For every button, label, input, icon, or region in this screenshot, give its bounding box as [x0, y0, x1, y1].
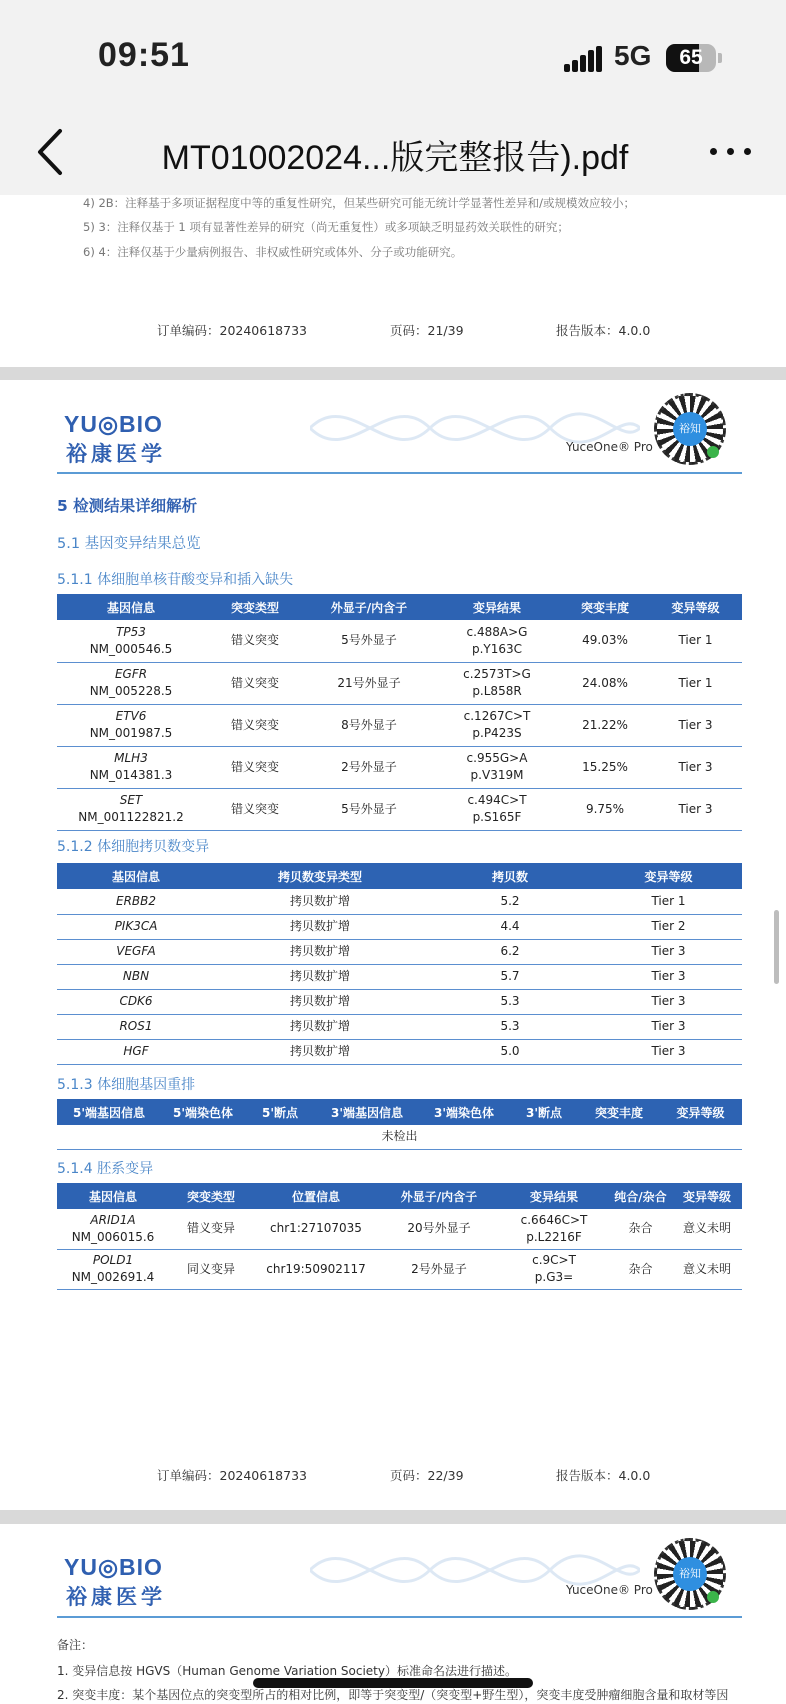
table-row — [57, 1209, 742, 1249]
variant-cell — [433, 704, 561, 746]
protein-change: p.G3= — [534, 1270, 574, 1284]
exon: 2号外显子 — [305, 746, 433, 788]
tier: Tier 3 — [595, 989, 742, 1014]
battery-level: 65 — [679, 46, 703, 69]
gene-cell — [57, 662, 205, 704]
battery-tip — [718, 53, 722, 63]
cdna-change: c.2573T>G — [463, 667, 531, 681]
header-divider — [57, 472, 742, 474]
tier: 意义未明 — [672, 1209, 742, 1249]
table-row — [57, 1249, 742, 1289]
more-options-icon[interactable] — [706, 136, 756, 166]
mutation-type: 错义突变 — [205, 746, 305, 788]
table-row — [57, 939, 742, 964]
pdf-page-21 — [0, 195, 786, 367]
protein-change: p.P423S — [472, 726, 522, 740]
product-brand: YuceOne® Pro — [566, 440, 653, 454]
gene-name: MLH3 — [114, 751, 148, 765]
status-time: 09:51 — [98, 36, 190, 74]
table-row — [57, 788, 742, 830]
table-row — [57, 1039, 742, 1064]
cdna-change: c.1267C>T — [463, 709, 531, 723]
protein-change: p.Y163C — [471, 641, 523, 656]
tier: Tier 3 — [595, 1039, 742, 1064]
tier: Tier 3 — [649, 746, 742, 788]
transcript-id: NM_001987.5 — [89, 726, 173, 740]
snv-header: 变异结果 — [433, 594, 561, 620]
transcript-id: NM_014381.3 — [89, 768, 173, 782]
variant-cell — [499, 1249, 609, 1289]
copy-number: 4.4 — [425, 914, 595, 939]
table-row — [57, 620, 742, 662]
variant-cell — [433, 746, 561, 788]
mutation-type: 同义变异 — [169, 1249, 253, 1289]
cdna-change: c.955G>A — [466, 751, 528, 765]
gene-name: ERBB2 — [57, 889, 215, 914]
cdna-change: c.494C>T — [467, 793, 527, 807]
germline-header: 变异等级 — [672, 1183, 742, 1209]
company-logo-en: YU◎BIO — [64, 1554, 163, 1580]
mutation-type: 错义突变 — [205, 788, 305, 830]
note-2: 2. 突变丰度：某个基因位点的突变型所占的相对比例，即等于突变型/（突变型+野生型），突变丰度受肿瘤细胞含量和取材等因 — [57, 1688, 729, 1702]
exon: 21号外显子 — [305, 662, 433, 704]
cnv-type: 拷贝数扩增 — [215, 989, 425, 1014]
table-row — [57, 746, 742, 788]
page21-note-3: 6) 4：注释仅基于少量病例报告、非权威性研究或体外、分子或功能研究。 — [83, 245, 463, 259]
tier: Tier 1 — [649, 620, 742, 662]
cnv-type: 拷贝数扩增 — [215, 1014, 425, 1039]
tier: Tier 3 — [649, 704, 742, 746]
subsection-title: 5.1 基因变异结果总览 — [57, 536, 201, 552]
frequency: 9.75% — [561, 788, 649, 830]
exon: 5号外显子 — [305, 620, 433, 662]
cdna-change: c.9C>T — [532, 1253, 576, 1267]
cnv-header: 拷贝数变异类型 — [215, 863, 425, 889]
variant-cell — [499, 1209, 609, 1249]
qr-center-label: 裕知 — [673, 412, 707, 446]
exon: 5号外显子 — [305, 788, 433, 830]
tier: Tier 1 — [595, 889, 742, 914]
frequency: 24.08% — [561, 662, 649, 704]
gene-name: TP53 — [116, 624, 146, 639]
cdna-change: c.488A>G — [466, 624, 528, 639]
tier: Tier 1 — [649, 662, 742, 704]
mutation-type: 错义突变 — [205, 704, 305, 746]
gene-name: HGF — [57, 1039, 215, 1064]
cnv-type: 拷贝数扩增 — [215, 914, 425, 939]
snv-header: 突变丰度 — [561, 594, 649, 620]
frequency: 49.03% — [561, 620, 649, 662]
gene-cell — [57, 746, 205, 788]
signal-icon — [564, 46, 604, 72]
fusion-header: 3'断点 — [509, 1099, 579, 1125]
empty-result: 未检出 — [57, 1125, 742, 1149]
gene-name: ETV6 — [115, 709, 147, 723]
cnv-type: 拷贝数扩增 — [215, 939, 425, 964]
top-bar — [0, 0, 786, 195]
header-divider — [57, 1616, 742, 1618]
page21-note-2: 5) 3：注释仅基于 1 项有显著性差异的研究（尚无重复性）或多项缺乏明显药效关联性的研究； — [83, 220, 569, 234]
germline-header: 突变类型 — [169, 1183, 253, 1209]
protein-change: p.V319M — [470, 768, 524, 782]
copy-number: 5.0 — [425, 1039, 595, 1064]
gene-name: POLD1 — [92, 1253, 134, 1267]
position: chr1:27107035 — [253, 1209, 379, 1249]
qr-code-icon — [654, 393, 726, 465]
transcript-id: NM_002691.4 — [71, 1270, 155, 1284]
fusion-header: 5'端染色体 — [161, 1099, 245, 1125]
cnv-type: 拷贝数扩增 — [215, 1039, 425, 1064]
fusion-header: 5'端基因信息 — [57, 1099, 161, 1125]
snv-header: 突变类型 — [205, 594, 305, 620]
home-indicator[interactable] — [253, 1678, 533, 1688]
copy-number: 5.2 — [425, 889, 595, 914]
protein-change: p.L2216F — [526, 1229, 582, 1244]
gene-name: CDK6 — [57, 989, 215, 1014]
variant-cell — [433, 662, 561, 704]
copy-number: 5.3 — [425, 1014, 595, 1039]
exon: 20号外显子 — [379, 1209, 499, 1249]
tier: Tier 3 — [595, 964, 742, 989]
gene-name: SET — [119, 793, 143, 807]
battery-icon — [666, 44, 716, 72]
table-row — [57, 914, 742, 939]
protein-change: p.S165F — [472, 810, 522, 824]
transcript-id: NM_005228.5 — [89, 684, 173, 698]
cnv-header: 基因信息 — [57, 863, 215, 889]
snv-header: 变异等级 — [649, 594, 742, 620]
company-logo-cn: 裕康医学 — [66, 1585, 166, 1609]
transcript-id: NM_006015.6 — [71, 1229, 155, 1244]
network-type: 5G — [614, 40, 652, 71]
back-arrow-icon[interactable] — [30, 125, 74, 179]
transcript-id: NM_000546.5 — [89, 641, 173, 656]
page22-report-version: 报告版本：4.0.0 — [556, 1468, 651, 1483]
note-1: 1. 变异信息按 HGVS（Human Genome Variation Society）标准命名法进行描述。 — [57, 1664, 517, 1678]
snv-table — [57, 594, 742, 831]
gene-cell — [57, 1249, 169, 1289]
gene-cell — [57, 788, 205, 830]
cnv-header: 变异等级 — [595, 863, 742, 889]
frequency: 21.22% — [561, 704, 649, 746]
tier: Tier 3 — [595, 1014, 742, 1039]
page21-page-number: 页码：21/39 — [390, 323, 464, 338]
copy-number: 5.3 — [425, 989, 595, 1014]
germline-header: 变异结果 — [499, 1183, 609, 1209]
table-row — [57, 662, 742, 704]
tier: Tier 3 — [595, 939, 742, 964]
page21-report-version: 报告版本：4.0.0 — [556, 323, 651, 338]
fusion-title: 5.1.3 体细胞基因重排 — [57, 1077, 196, 1093]
gene-name: EGFR — [114, 667, 148, 681]
page21-note-1: 4) 2B：注释基于多项证据程度中等的重复性研究，但某些研究可能无统计学显著性差异和/或规模效应较小； — [83, 196, 636, 210]
document-title: MT01002024...版完整报告).pdf — [161, 139, 629, 177]
cnv-title: 5.1.2 体细胞拷贝数变异 — [57, 839, 210, 855]
germline-table — [57, 1183, 742, 1290]
company-logo-en: YU◎BIO — [64, 411, 163, 437]
exon: 8号外显子 — [305, 704, 433, 746]
zygosity: 杂合 — [609, 1209, 672, 1249]
germline-header: 纯合/杂合 — [609, 1183, 672, 1209]
fusion-header: 突变丰度 — [579, 1099, 659, 1125]
gene-name: PIK3CA — [57, 914, 215, 939]
fusion-header: 3'端染色体 — [419, 1099, 509, 1125]
protein-change: p.L858R — [472, 684, 522, 698]
table-row — [57, 989, 742, 1014]
mutation-type: 错义突变 — [205, 662, 305, 704]
table-row — [57, 704, 742, 746]
cdna-change: c.6646C>T — [520, 1212, 588, 1227]
company-logo-cn: 裕康医学 — [66, 442, 166, 466]
dna-helix-watermark — [310, 1530, 640, 1610]
page22-page-number: 页码：22/39 — [390, 1468, 464, 1483]
fusion-header: 3'端基因信息 — [315, 1099, 419, 1125]
mutation-type: 错义变异 — [169, 1209, 253, 1249]
copy-number: 6.2 — [425, 939, 595, 964]
gene-cell — [57, 704, 205, 746]
gene-name: NBN — [57, 964, 215, 989]
germline-header: 位置信息 — [253, 1183, 379, 1209]
dna-helix-watermark — [310, 388, 640, 468]
fusion-table — [57, 1099, 742, 1150]
tier: 意义未明 — [672, 1249, 742, 1289]
frequency: 15.25% — [561, 746, 649, 788]
fusion-header: 5'断点 — [245, 1099, 315, 1125]
germline-header: 外显子/内含子 — [379, 1183, 499, 1209]
variant-cell — [433, 788, 561, 830]
gene-name: ARID1A — [90, 1212, 136, 1227]
qr-code-icon — [654, 1538, 726, 1610]
gene-name: VEGFA — [57, 939, 215, 964]
germline-title: 5.1.4 胚系变异 — [57, 1161, 154, 1177]
pdf-page-22 — [0, 380, 786, 1510]
transcript-id: NM_001122821.2 — [78, 810, 184, 824]
cnv-type: 拷贝数扩增 — [215, 964, 425, 989]
cnv-table — [57, 863, 742, 1065]
qr-center-label: 裕知 — [673, 1557, 707, 1591]
mutation-type: 错义突变 — [205, 620, 305, 662]
table-row — [57, 1125, 742, 1149]
cnv-header: 拷贝数 — [425, 863, 595, 889]
notes-title: 备注： — [57, 1638, 94, 1652]
copy-number: 5.7 — [425, 964, 595, 989]
position: chr19:50902117 — [253, 1249, 379, 1289]
snv-header: 基因信息 — [57, 594, 205, 620]
pdf-page-23 — [0, 1524, 786, 1704]
germline-header: 基因信息 — [57, 1183, 169, 1209]
variant-cell — [433, 620, 561, 662]
table-row — [57, 964, 742, 989]
zygosity: 杂合 — [609, 1249, 672, 1289]
gene-cell — [57, 1209, 169, 1249]
page21-order-number: 订单编码：20240618733 — [157, 323, 307, 338]
gene-cell — [57, 620, 205, 662]
section-title: 5 检测结果详细解析 — [57, 497, 198, 515]
snv-title: 5.1.1 体细胞单核苷酸变异和插入缺失 — [57, 572, 294, 588]
fusion-header: 变异等级 — [659, 1099, 742, 1125]
exon: 2号外显子 — [379, 1249, 499, 1289]
page22-order-number: 订单编码：20240618733 — [157, 1468, 307, 1483]
snv-header: 外显子/内含子 — [305, 594, 433, 620]
table-row — [57, 889, 742, 914]
product-brand: YuceOne® Pro — [566, 1583, 653, 1597]
table-row — [57, 1014, 742, 1039]
scroll-indicator[interactable] — [774, 910, 779, 984]
tier: Tier 3 — [649, 788, 742, 830]
cnv-type: 拷贝数扩增 — [215, 889, 425, 914]
gene-name: ROS1 — [57, 1014, 215, 1039]
tier: Tier 2 — [595, 914, 742, 939]
